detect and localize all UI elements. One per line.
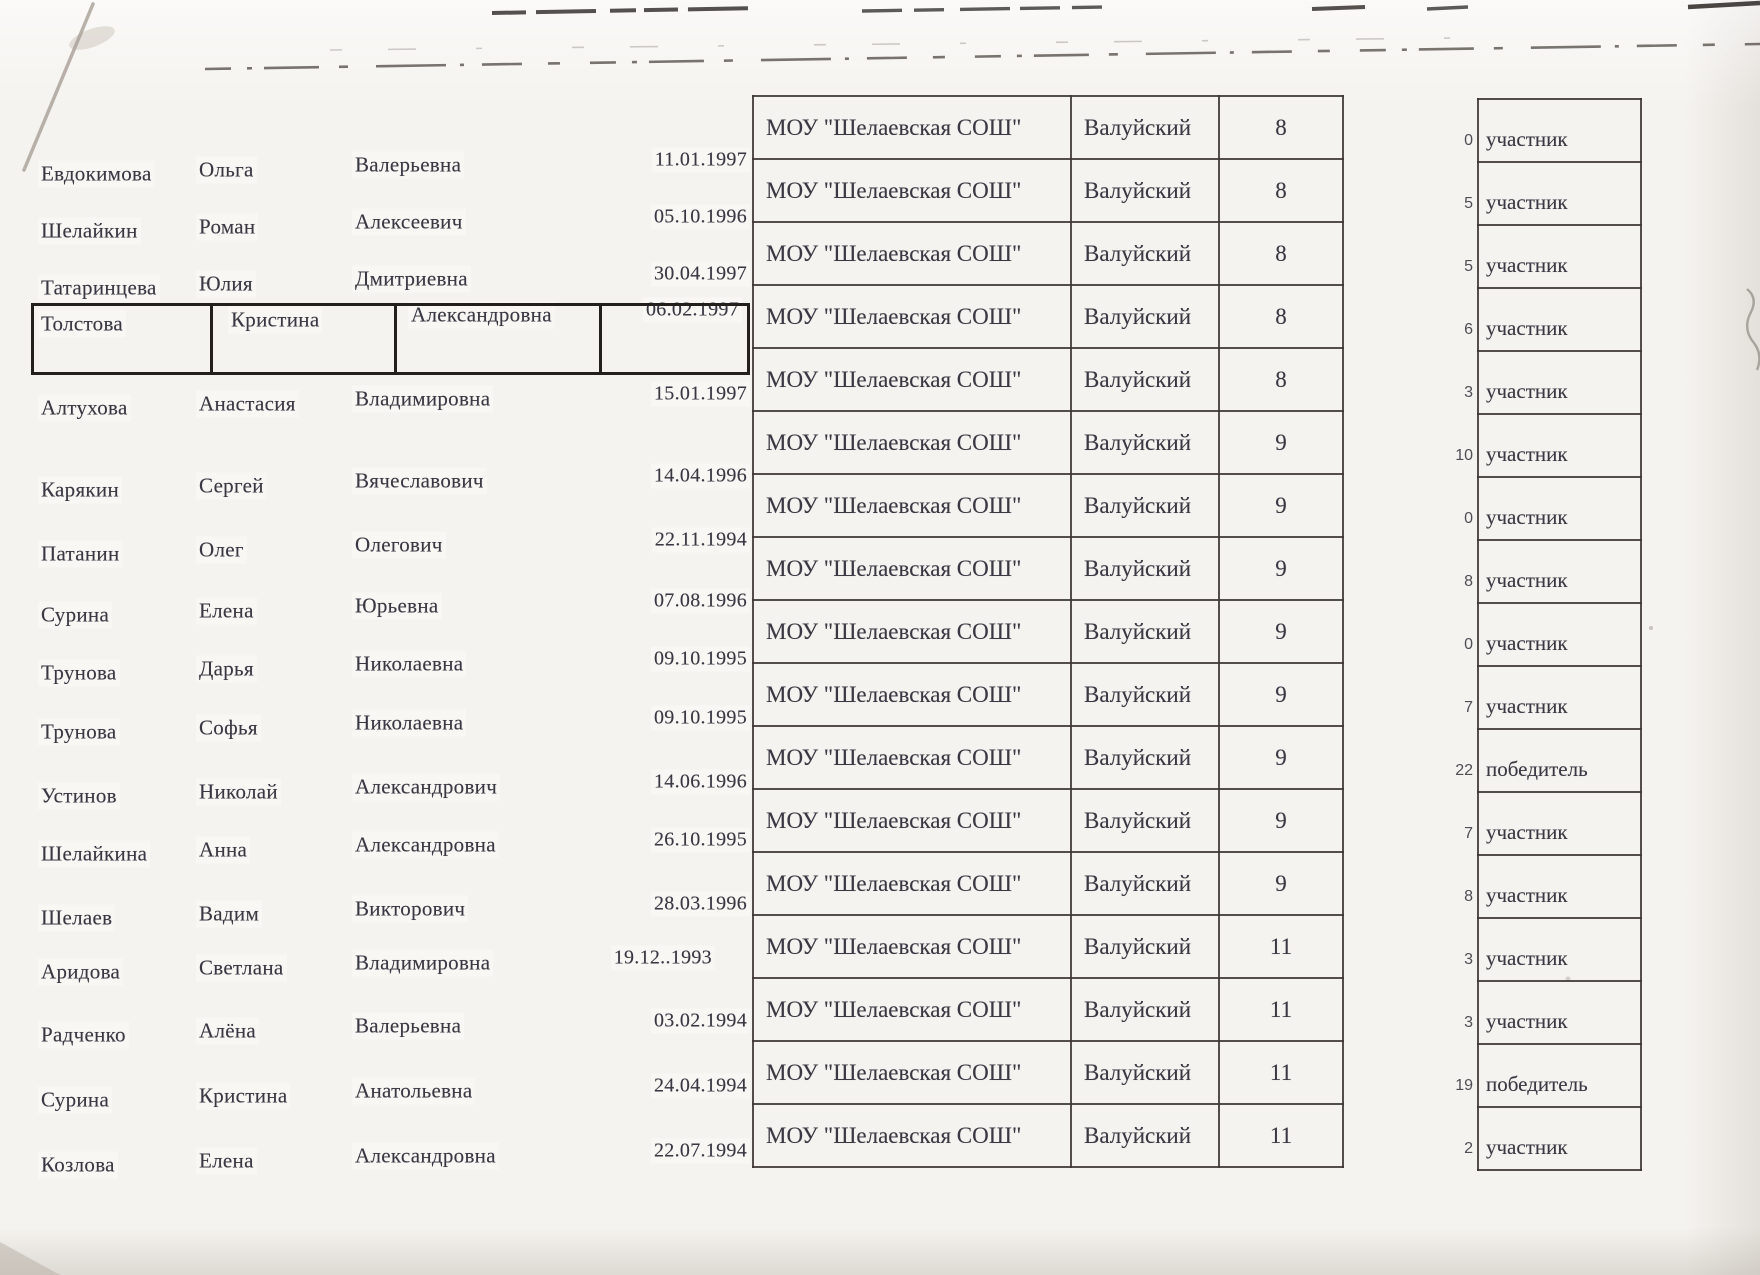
patronymic-cell: Александровна	[352, 1143, 499, 1170]
status-cell: участник	[1478, 666, 1641, 729]
surname-cell: Татаринцева	[38, 275, 160, 302]
score-cell: 0	[1464, 132, 1473, 149]
birthdate-cell: 30.04.1997	[651, 262, 750, 287]
grade-cell: 9	[1219, 600, 1343, 663]
results-table-row	[1429, 99, 1641, 162]
grade-cell: 8	[1219, 159, 1343, 222]
patronymic-cell: Александрович	[352, 774, 500, 801]
results-table-row	[1429, 918, 1641, 981]
results-table-row	[1429, 414, 1641, 477]
school-table-row	[753, 789, 1343, 852]
score-cell: 3	[1464, 384, 1473, 401]
patronymic-cell: Олегович	[352, 532, 446, 559]
status-cell: участник	[1478, 1107, 1641, 1170]
score-cell: 5	[1464, 258, 1473, 275]
birthdate-cell: 11.01.1997	[652, 148, 750, 173]
surname-cell: Карякин	[38, 477, 122, 504]
status-cell: участник	[1478, 855, 1641, 918]
score-cell: 0	[1464, 636, 1473, 653]
surname-cell: Трунова	[38, 660, 120, 687]
school-table-row	[753, 96, 1343, 159]
first-name-cell: Вадим	[196, 901, 262, 928]
first-name-cell: Сергей	[196, 473, 267, 500]
surname-cell: Шелаев	[38, 905, 115, 932]
patronymic-cell: Валерьевна	[352, 1013, 464, 1040]
score-cell: 8	[1464, 888, 1473, 905]
grade-cell: 11	[1219, 978, 1343, 1041]
school-cell: МОУ "Шелаевская СОШ"	[753, 1104, 1071, 1167]
patronymic-cell: Вячеславович	[352, 468, 487, 495]
school-cell: МОУ "Шелаевская СОШ"	[753, 285, 1071, 348]
school-cell: МОУ "Шелаевская СОШ"	[753, 348, 1071, 411]
surname-cell: Толстова	[38, 311, 126, 338]
score-cell: 22	[1455, 762, 1473, 779]
first-name-cell: Дарья	[196, 656, 257, 683]
birthdate-cell: 15.01.1997	[651, 382, 750, 407]
district-cell: Валуйский	[1071, 1041, 1219, 1104]
school-cell: МОУ "Шелаевская СОШ"	[753, 915, 1071, 978]
birthdate-cell: 22.11.1994	[652, 528, 750, 553]
school-cell: МОУ "Шелаевская СОШ"	[753, 789, 1071, 852]
school-cell: МОУ "Шелаевская СОШ"	[753, 1041, 1071, 1104]
results-table-row	[1429, 729, 1641, 792]
patronymic-cell: Викторович	[352, 896, 468, 923]
grade-cell: 11	[1219, 915, 1343, 978]
results-table-row	[1429, 540, 1641, 603]
results-table-body	[1429, 99, 1641, 1170]
grade-cell: 11	[1219, 1104, 1343, 1167]
selection-box-divider	[394, 306, 397, 372]
patronymic-cell: Владимировна	[352, 950, 493, 977]
surname-cell: Шелайкина	[38, 841, 150, 868]
district-cell: Валуйский	[1071, 96, 1219, 159]
school-table-row	[753, 1104, 1343, 1167]
first-name-cell: Юлия	[196, 271, 256, 298]
patronymic-cell: Александровна	[408, 302, 555, 329]
surname-cell: Аридова	[38, 959, 123, 986]
first-name-cell: Елена	[196, 598, 257, 625]
status-cell: участник	[1478, 981, 1641, 1044]
school-table-body	[753, 96, 1343, 1167]
selection-box-divider	[599, 306, 602, 372]
school-cell: МОУ "Шелаевская СОШ"	[753, 411, 1071, 474]
first-name-cell: Роман	[196, 214, 258, 241]
status-cell: участник	[1478, 918, 1641, 981]
grade-cell: 11	[1219, 1041, 1343, 1104]
patronymic-cell: Алексеевич	[352, 209, 466, 236]
school-cell: МОУ "Шелаевская СОШ"	[753, 159, 1071, 222]
first-name-cell: Кристина	[196, 1083, 290, 1110]
status-cell: участник	[1478, 603, 1641, 666]
score-cell: 2	[1464, 1140, 1473, 1157]
school-cell: МОУ "Шелаевская СОШ"	[753, 600, 1071, 663]
district-cell: Валуйский	[1071, 285, 1219, 348]
district-cell: Валуйский	[1071, 348, 1219, 411]
school-table-row	[753, 663, 1343, 726]
birthdate-cell: 14.04.1996	[651, 464, 750, 489]
status-cell: участник	[1478, 414, 1641, 477]
school-table-row	[753, 537, 1343, 600]
birthdate-cell: 22.07.1994	[651, 1139, 750, 1164]
first-name-cell: Николай	[196, 779, 281, 806]
grade-cell: 9	[1219, 789, 1343, 852]
score-cell: 7	[1464, 825, 1473, 842]
school-table-row	[753, 285, 1343, 348]
birthdate-cell: 26.10.1995	[651, 828, 750, 853]
results-table-row	[1429, 225, 1641, 288]
status-cell: участник	[1478, 351, 1641, 414]
school-cell: МОУ "Шелаевская СОШ"	[753, 978, 1071, 1041]
grade-cell: 8	[1219, 96, 1343, 159]
school-cell: МОУ "Шелаевская СОШ"	[753, 474, 1071, 537]
score-cell: 3	[1464, 1014, 1473, 1031]
birthdate-cell: 03.02.1994	[651, 1009, 750, 1034]
score-cell: 8	[1464, 573, 1473, 590]
status-cell: участник	[1478, 225, 1641, 288]
status-cell: участник	[1478, 162, 1641, 225]
results-table-row	[1429, 162, 1641, 225]
school-table-row	[753, 600, 1343, 663]
score-cell: 10	[1455, 447, 1473, 464]
selection-box-divider	[210, 306, 213, 372]
results-table-row	[1429, 1044, 1641, 1107]
district-cell: Валуйский	[1071, 1104, 1219, 1167]
school-table-row	[753, 348, 1343, 411]
surname-cell: Сурина	[38, 1087, 112, 1114]
surname-cell: Шелайкин	[38, 218, 141, 245]
school-cell: МОУ "Шелаевская СОШ"	[753, 96, 1071, 159]
district-cell: Валуйский	[1071, 411, 1219, 474]
birthdate-cell: 14.06.1996	[651, 770, 750, 795]
surname-cell: Устинов	[38, 783, 120, 810]
grade-cell: 8	[1219, 222, 1343, 285]
birthdate-cell: 19.12..1993	[611, 946, 715, 971]
birthdate-cell: 09.10.1995	[651, 706, 750, 731]
results-table-row	[1429, 1107, 1641, 1170]
grade-cell: 9	[1219, 411, 1343, 474]
results-table-row	[1429, 603, 1641, 666]
school-cell: МОУ "Шелаевская СОШ"	[753, 222, 1071, 285]
district-cell: Валуйский	[1071, 978, 1219, 1041]
school-cell: МОУ "Шелаевская СОШ"	[753, 726, 1071, 789]
first-name-cell: Алёна	[196, 1018, 259, 1045]
grade-cell: 9	[1219, 663, 1343, 726]
score-cell: 7	[1464, 699, 1473, 716]
grade-cell: 8	[1219, 285, 1343, 348]
patronymic-cell: Николаевна	[352, 710, 466, 737]
patronymic-cell: Владимировна	[352, 386, 493, 413]
surname-cell: Трунова	[38, 719, 120, 746]
school-table-row	[753, 726, 1343, 789]
score-cell: 0	[1464, 510, 1473, 527]
results-table	[1429, 98, 1642, 1171]
results-table-row	[1429, 351, 1641, 414]
patronymic-cell: Валерьевна	[352, 152, 464, 179]
birthdate-cell: 07.08.1996	[651, 589, 750, 614]
status-cell: участник	[1478, 792, 1641, 855]
first-name-cell: Олег	[196, 537, 247, 564]
school-table	[752, 95, 1344, 1168]
school-table-row	[753, 852, 1343, 915]
score-cell: 5	[1464, 195, 1473, 212]
results-table-row	[1429, 477, 1641, 540]
first-name-cell: Кристина	[228, 307, 322, 334]
patronymic-cell: Николаевна	[352, 651, 466, 678]
school-table-row	[753, 915, 1343, 978]
status-cell: победитель	[1478, 1044, 1641, 1107]
first-name-cell: Анна	[196, 837, 250, 864]
status-cell: участник	[1478, 540, 1641, 603]
district-cell: Валуйский	[1071, 537, 1219, 600]
score-cell: 3	[1464, 951, 1473, 968]
results-table-row	[1429, 981, 1641, 1044]
district-cell: Валуйский	[1071, 915, 1219, 978]
birthdate-cell: 28.03.1996	[651, 892, 750, 917]
surname-cell: Сурина	[38, 602, 112, 629]
school-cell: МОУ "Шелаевская СОШ"	[753, 663, 1071, 726]
school-table-row	[753, 1041, 1343, 1104]
grade-cell: 9	[1219, 852, 1343, 915]
first-name-cell: Елена	[196, 1148, 257, 1175]
first-name-cell: Ольга	[196, 157, 257, 184]
surname-cell: Алтухова	[38, 395, 131, 422]
selection-box	[31, 303, 750, 375]
status-cell: участник	[1478, 99, 1641, 162]
school-cell: МОУ "Шелаевская СОШ"	[753, 852, 1071, 915]
district-cell: Валуйский	[1071, 852, 1219, 915]
results-table-row	[1429, 792, 1641, 855]
birthdate-cell: 24.04.1994	[651, 1074, 750, 1099]
district-cell: Валуйский	[1071, 159, 1219, 222]
patronymic-cell: Александровна	[352, 832, 499, 859]
district-cell: Валуйский	[1071, 789, 1219, 852]
school-table-row	[753, 978, 1343, 1041]
status-cell: участник	[1478, 477, 1641, 540]
first-name-cell: Анастасия	[196, 391, 299, 418]
status-cell: участник	[1478, 288, 1641, 351]
school-cell: МОУ "Шелаевская СОШ"	[753, 537, 1071, 600]
district-cell: Валуйский	[1071, 222, 1219, 285]
score-cell: 19	[1455, 1077, 1473, 1094]
birthdate-cell: 09.10.1995	[651, 647, 750, 672]
grade-cell: 8	[1219, 348, 1343, 411]
school-table-row	[753, 222, 1343, 285]
results-table-row	[1429, 288, 1641, 351]
school-table-row	[753, 474, 1343, 537]
first-name-cell: Светлана	[196, 955, 287, 982]
results-table-row	[1429, 855, 1641, 918]
school-table-row	[753, 411, 1343, 474]
district-cell: Валуйский	[1071, 726, 1219, 789]
grade-cell: 9	[1219, 537, 1343, 600]
surname-cell: Козлова	[38, 1152, 118, 1179]
patronymic-cell: Анатольевна	[352, 1078, 475, 1105]
results-table-row	[1429, 666, 1641, 729]
school-table-row	[753, 159, 1343, 222]
district-cell: Валуйский	[1071, 663, 1219, 726]
score-cell: 6	[1464, 321, 1473, 338]
grade-cell: 9	[1219, 474, 1343, 537]
birthdate-cell: 05.10.1996	[651, 205, 750, 230]
surname-cell: Патанин	[38, 541, 123, 568]
birthdate-cell: 06.02.1997	[643, 298, 742, 323]
status-cell: победитель	[1478, 729, 1641, 792]
surname-cell: Евдокимова	[38, 161, 155, 188]
patronymic-cell: Дмитриевна	[352, 266, 471, 293]
grade-cell: 9	[1219, 726, 1343, 789]
district-cell: Валуйский	[1071, 474, 1219, 537]
patronymic-cell: Юрьевна	[352, 593, 442, 620]
first-name-cell: Софья	[196, 715, 261, 742]
surname-cell: Радченко	[38, 1022, 129, 1049]
district-cell: Валуйский	[1071, 600, 1219, 663]
